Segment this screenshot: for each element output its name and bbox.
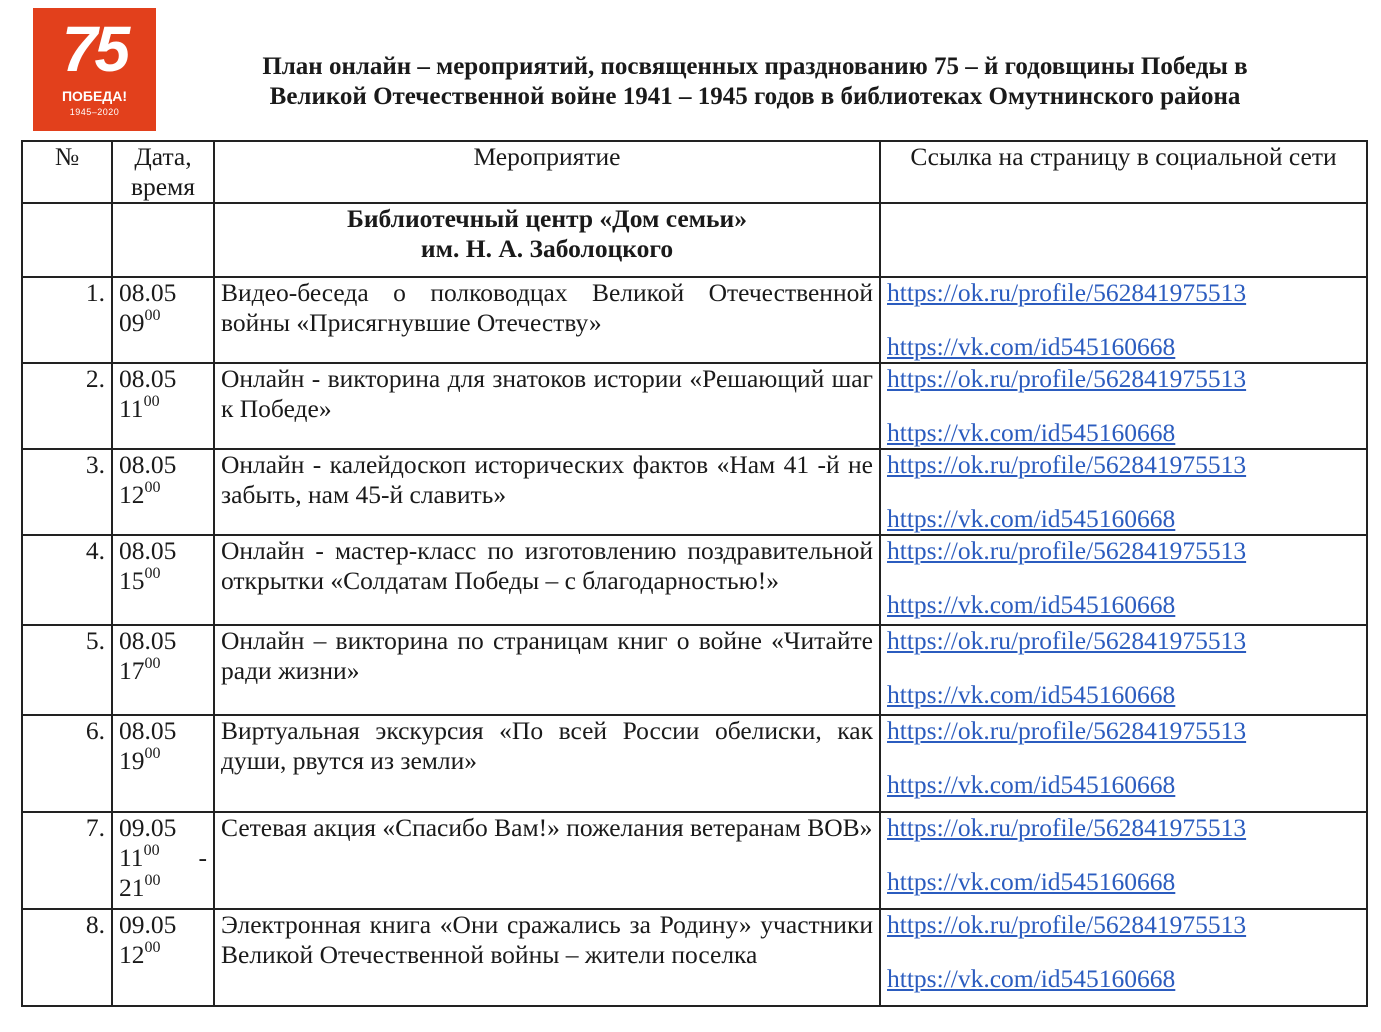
row-event: Онлайн - викторина для знатоков истории «Решающий шаг к Победе» [214,363,880,449]
table-row [22,625,1367,715]
row-links [880,812,1367,909]
row-event: Виртуальная экскурсия «По всей России обелиски, как души, рвутся из земли» [214,715,880,812]
section-empty-cell [880,203,1367,277]
row-time-end [119,873,207,903]
document-title [170,52,1340,112]
table-row [22,449,1367,535]
row-time-minutes: 00 [144,655,161,672]
row-date [112,812,214,909]
row-date [112,363,214,449]
row-date-day: 08.05 [119,626,177,655]
row-number: 6. [22,715,112,812]
row-links [880,715,1367,812]
vk-profile-link[interactable]: https://vk.com/id545160668 [887,964,1176,993]
row-event: Онлайн – викторина по страницам книг о войне «Читайте ради жизни» [214,625,880,715]
row-time-hour: 15 [119,566,145,595]
row-time-minutes: 00 [144,307,161,324]
row-event: Онлайн - калейдоскоп исторических фактов «Нам 41 -й не забыть, нам 45-й славить» [214,449,880,535]
victory-75-logo [33,8,156,131]
row-date [112,535,214,625]
row-links [880,277,1367,363]
row-date [112,277,214,363]
ok-profile-link[interactable]: https://ok.ru/profile/562841975513 [887,364,1247,393]
table-row [22,363,1367,449]
row-date [112,449,214,535]
section-title [214,203,880,277]
row-links [880,535,1367,625]
row-time-hour: 11 [119,843,144,872]
logo-years: 1945–2020 [69,107,120,117]
row-number: 5. [22,625,112,715]
row-date-day: 09.05 [119,813,177,842]
row-event: Электронная книга «Они сражались за Родину» участники Великой Отечественной войны – жители поселка [214,909,880,1006]
row-time-hour: 09 [119,308,145,337]
row-time-minutes: 00 [143,842,160,859]
ok-profile-link[interactable]: https://ok.ru/profile/562841975513 [887,450,1247,479]
vk-profile-link[interactable]: https://vk.com/id545160668 [887,418,1176,447]
title-line-1: План онлайн – мероприятий, посвященных празднованию 75 – й годовщины Победы в [262,53,1248,80]
section-empty-cell [22,203,112,277]
header-date-line-1: Дата, [134,142,192,171]
row-time [119,394,207,424]
table-row [22,909,1367,1006]
row-time-end-hour: 21 [119,873,145,902]
row-links [880,449,1367,535]
vk-profile-link[interactable]: https://vk.com/id545160668 [887,867,1176,896]
section-title-line-1: Библиотечный центр «Дом семьи» [347,204,747,233]
row-time-minutes: 00 [144,565,161,582]
row-links [880,363,1367,449]
row-number: 8. [22,909,112,1006]
row-date-day: 08.05 [119,278,177,307]
header-number: № [22,141,112,203]
vk-profile-link[interactable]: https://vk.com/id545160668 [887,332,1176,361]
table-row [22,715,1367,812]
ok-profile-link[interactable]: https://ok.ru/profile/562841975513 [887,536,1247,565]
row-time [119,566,207,596]
row-links [880,909,1367,1006]
table-header-row [22,141,1367,203]
row-time-hour: 12 [119,940,145,969]
row-number: 4. [22,535,112,625]
row-date [112,625,214,715]
section-empty-cell [112,203,214,277]
header-date [112,141,214,203]
row-time-hour: 19 [119,746,145,775]
section-row [22,203,1367,277]
ok-profile-link[interactable]: https://ok.ru/profile/562841975513 [887,626,1247,655]
row-time [119,843,207,873]
row-event: Онлайн - мастер-класс по изготовлению поздравительной открытки «Солдатам Победы – с благодарностью!» [214,535,880,625]
ok-profile-link[interactable]: https://ok.ru/profile/562841975513 [887,716,1247,745]
row-number: 2. [22,363,112,449]
section-title-line-2: им. Н. А. Заболоцкого [420,234,674,263]
logo-number: 75 [61,13,128,85]
row-time-dash: - [198,843,207,872]
logo-word: ПОБЕДА! [61,88,128,104]
table-row [22,277,1367,363]
ok-profile-link[interactable]: https://ok.ru/profile/562841975513 [887,813,1247,842]
row-date-day: 08.05 [119,716,177,745]
row-number: 3. [22,449,112,535]
row-time-minutes: 00 [144,479,161,496]
header-link: Ссылка на страницу в социальной сети [880,141,1367,203]
row-time-hour: 17 [119,656,145,685]
row-time-hour: 11 [119,394,144,423]
row-links [880,625,1367,715]
row-time-hour: 12 [119,480,145,509]
row-time-end-minutes: 00 [144,872,161,889]
table-row [22,812,1367,909]
vk-profile-link[interactable]: https://vk.com/id545160668 [887,504,1176,533]
row-date-day: 08.05 [119,364,177,393]
row-time [119,656,207,686]
row-time [119,308,207,338]
vk-profile-link[interactable]: https://vk.com/id545160668 [887,680,1176,709]
row-number: 1. [22,277,112,363]
ok-profile-link[interactable]: https://ok.ru/profile/562841975513 [887,910,1247,939]
row-date-day: 08.05 [119,536,177,565]
header-date-line-2: время [131,172,195,201]
row-number: 7. [22,812,112,909]
row-time-minutes: 00 [144,939,161,956]
table-row [22,535,1367,625]
title-line-2: Великой Отечественной войне 1941 – 1945 годов в библиотеках Омутнинского района [269,83,1241,110]
row-time-minutes: 00 [143,393,160,410]
row-time [119,746,207,776]
ok-profile-link[interactable]: https://ok.ru/profile/562841975513 [887,278,1247,307]
row-time-minutes: 00 [144,745,161,762]
events-table [21,140,1368,1007]
row-event: Видео-беседа о полководцах Великой Отечественной войны «Присягнувшие Отечеству» [214,277,880,363]
row-time [119,940,207,970]
vk-profile-link[interactable]: https://vk.com/id545160668 [887,770,1176,799]
row-event: Сетевая акция «Спасибо Вам!» пожелания ветеранам ВОВ» [214,812,880,909]
header-event: Мероприятие [214,141,880,203]
vk-profile-link[interactable]: https://vk.com/id545160668 [887,590,1176,619]
row-date [112,715,214,812]
row-date-day: 08.05 [119,450,177,479]
row-date [112,909,214,1006]
row-date-day: 09.05 [119,910,177,939]
row-time [119,480,207,510]
